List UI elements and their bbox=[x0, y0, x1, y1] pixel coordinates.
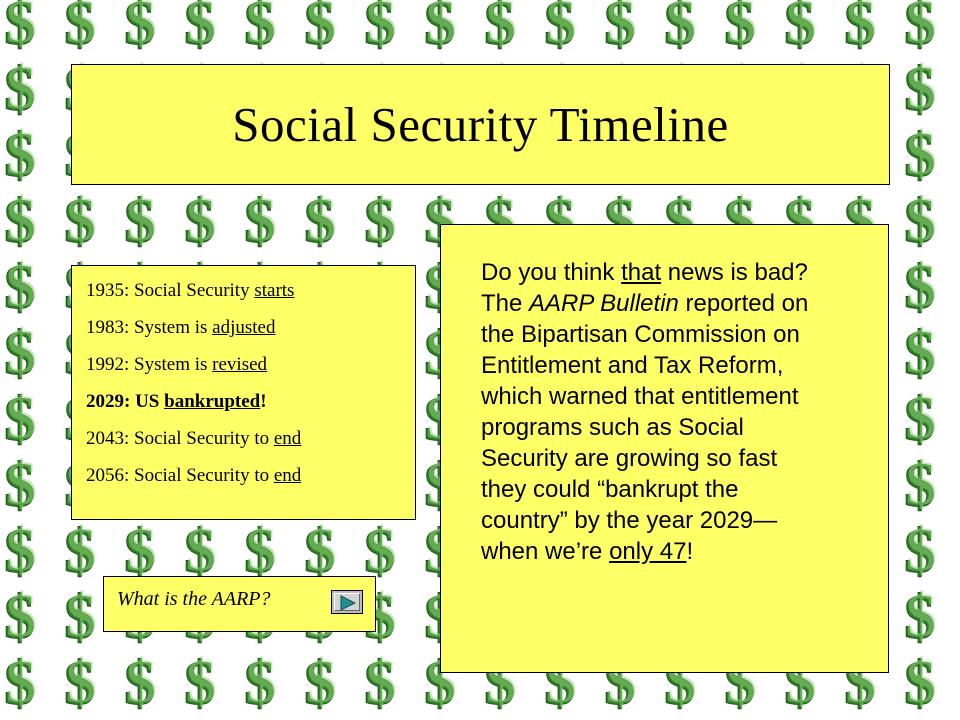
aarp-bulletin-title: AARP Bulletin bbox=[529, 290, 679, 317]
news-commentary-box bbox=[440, 224, 889, 673]
timeline-link-end-2043[interactable]: end bbox=[273, 428, 302, 449]
news-line-3: the Bipartisan Commission on bbox=[481, 321, 800, 348]
news-line-9: country” by the year 2029— bbox=[481, 507, 778, 534]
news-line-8: they could “bankrupt the bbox=[481, 476, 739, 503]
play-triangle-icon bbox=[340, 595, 356, 611]
news-line-7: Security are growing so fast bbox=[481, 445, 778, 472]
news-line-2: The AARP Bulletin reported on bbox=[481, 290, 809, 317]
title-box bbox=[71, 64, 890, 185]
news-line-10: when we’re only 47! bbox=[481, 538, 694, 565]
news-commentary-text bbox=[481, 257, 868, 567]
news-line-4: Entitlement and Tax Reform, bbox=[481, 352, 784, 379]
timeline-link-adjusted[interactable]: adjusted bbox=[212, 317, 276, 338]
timeline-item-1935: 1935: Social Security starts bbox=[86, 280, 295, 301]
timeline-item-2043: 2043: Social Security to end bbox=[86, 428, 302, 449]
news-link-only-47[interactable]: only 47 bbox=[609, 538, 687, 565]
timeline-link-starts[interactable]: starts bbox=[254, 280, 295, 301]
aarp-question-text: What is the AARP? bbox=[117, 588, 271, 610]
news-link-that[interactable]: that bbox=[621, 259, 662, 286]
timeline-link-revised[interactable]: revised bbox=[212, 354, 268, 375]
timeline-item-1992: 1992: System is revised bbox=[86, 354, 268, 375]
timeline-item-2056: 2056: Social Security to end bbox=[86, 465, 302, 486]
page-title: Social Security Timeline bbox=[232, 97, 729, 152]
timeline-item-1983: 1983: System is adjusted bbox=[86, 317, 276, 338]
timeline-link-end-2056[interactable]: end bbox=[273, 465, 302, 486]
news-line-6: programs such as Social bbox=[481, 414, 744, 441]
aarp-next-button[interactable] bbox=[331, 590, 363, 614]
timeline-link-bankrupted[interactable]: bankrupted bbox=[164, 391, 261, 412]
news-line-5: which warned that entitlement bbox=[481, 383, 799, 410]
aarp-question-box bbox=[103, 576, 376, 632]
timeline-item-2029: 2029: US bankrupted! bbox=[86, 391, 267, 412]
timeline-box bbox=[71, 265, 416, 520]
news-line-1: Do you think that news is bad? bbox=[481, 259, 808, 286]
